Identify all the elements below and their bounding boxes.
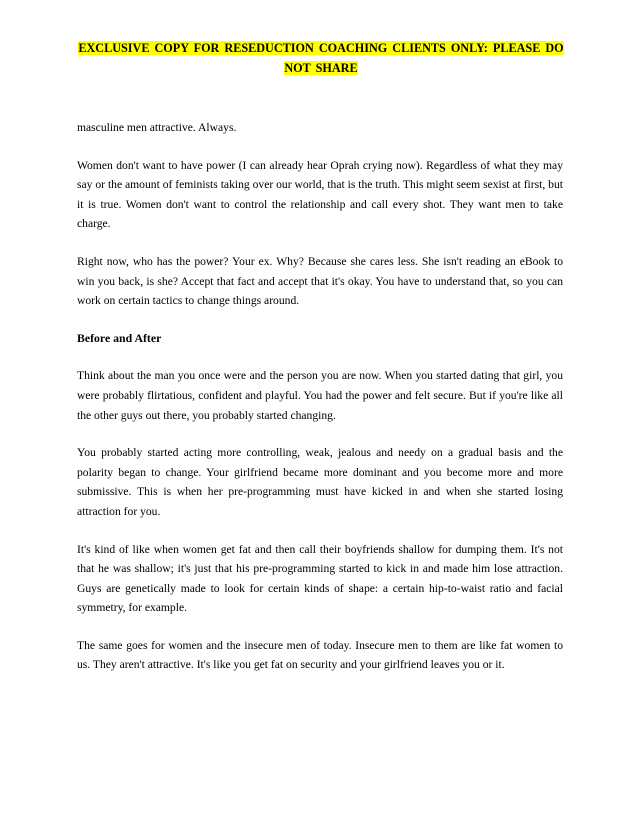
section-heading: Before and After (77, 330, 162, 345)
paragraph-7: The same goes for women and the insecure men of today. Insecure men to them are like fat women to us. They aren't attractive. It's like you get fat on security and your girlfriend leaves you or it. (77, 638, 563, 672)
document-body (77, 118, 563, 693)
paragraph-2: Women don't want to have power (I can already hear Oprah crying now). Regardless of what they may say or the amount of feminists taking over our world, that is the truth. This might seem sexist at first, but it is true. Women don't want to control the relationship and call every shot. They want men to take charge. (77, 158, 563, 231)
paragraph-1: masculine men attractive. Always. (77, 121, 237, 134)
banner-line-2: NOT SHARE (284, 61, 358, 75)
banner-line-1: EXCLUSIVE COPY FOR RESEDUCTION COACHING CLIENTS ONLY: PLEASE DO (78, 41, 564, 55)
paragraph-6: It's kind of like when women get fat and then call their boyfriends shallow for dumping them. It's not that he was shallow; it's just that his pre-programming started to kick in and made him lose attraction. Guys are genetically made to look for certain kinds of shape: a certain hip-to-waist ratio and facial symmetry, for example. (77, 542, 563, 615)
exclusive-copy-banner (77, 38, 565, 78)
paragraph-3: Right now, who has the power? Your ex. Why? Because she cares less. She isn't reading an eBook to win you back, is she? Accept that fact and accept that it's okay. You have to understand that, so you can work on certain tactics to change things around. (77, 254, 563, 308)
paragraph-5: You probably started acting more controlling, weak, jealous and needy on a gradual basis and the polarity began to change. Your girlfriend became more dominant and you become more and more submissive. This is when her pre-programming must have kicked in and when she started losing attraction for you. (77, 446, 563, 518)
paragraph-4: Think about the man you once were and the person you are now. When you started dating that girl, you were probably flirtatious, confident and playful. You had the power and felt secure. But if you're like all the other guys out there, you probably started changing. (77, 369, 563, 422)
